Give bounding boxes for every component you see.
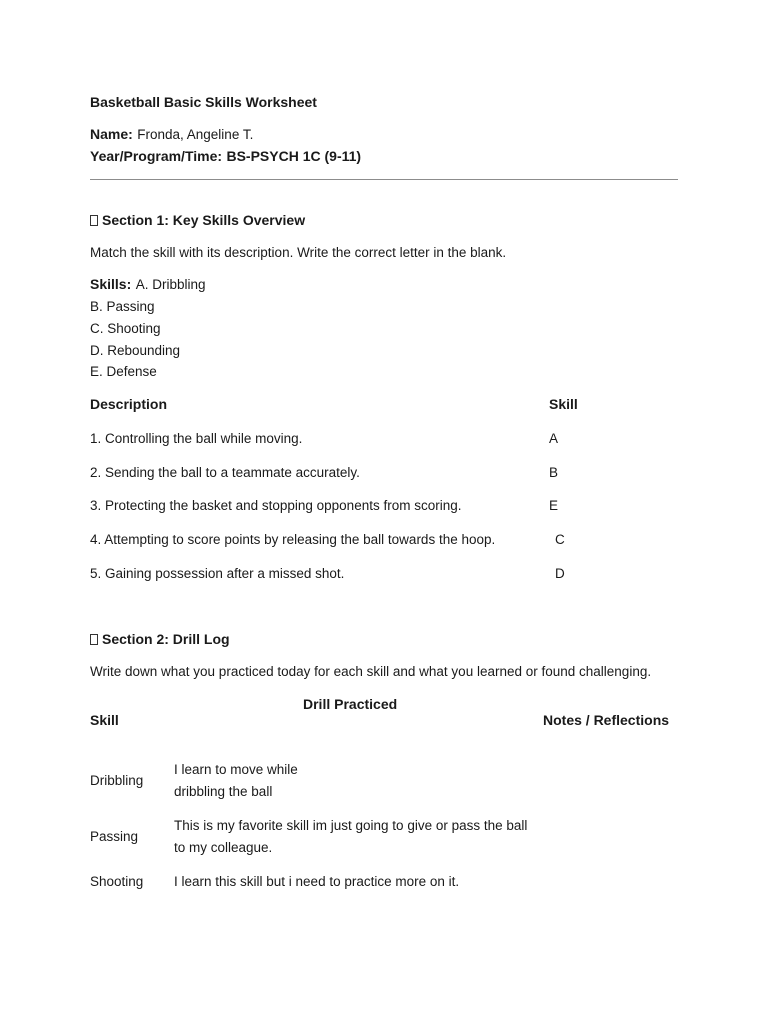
match-answer: D [555,566,565,581]
match-answer: A [549,431,559,446]
drill-text-line: dribbling the ball [174,784,273,799]
section2-instruction: Write down what you practiced today for each skill and what you learned or found challenging. [90,664,652,679]
missing-glyph-icon [90,215,98,226]
drill-text-line: This is my favorite skill im just going to give or pass the ball [174,818,528,833]
name-line [90,126,253,144]
notes-column-header: Notes / Reflections [543,712,670,728]
year-program-time-value: BS-PSYCH 1C (9-11) [226,148,362,164]
drill-text-line: I learn to move while [174,762,298,777]
section2-heading [90,631,230,647]
name-value: Fronda, Angeline T. [137,127,254,142]
skill-column-header: Skill [549,396,578,412]
skill-option: D. Rebounding [90,343,181,358]
drill-column-header: Drill Practiced [303,696,398,712]
drill-text-line: to my colleague. [174,840,273,855]
match-description: 3. Protecting the basket and stopping opponents from scoring. [90,498,462,513]
section1-instruction: Match the skill with its description. Write the correct letter in the blank. [90,245,507,260]
skill-option: C. Shooting [90,321,161,336]
description-column-header: Description [90,396,168,412]
missing-glyph-icon [90,634,98,645]
worksheet-title: Basketball Basic Skills Worksheet [90,94,317,110]
year-program-time-label: Year/Program/Time: [90,148,223,164]
skill-option: B. Passing [90,299,155,314]
drill-text-line: I learn this skill but i need to practice more on it. [174,874,460,889]
skill-column-header: Skill [90,712,119,728]
match-answer: B [549,465,559,480]
drill-skill: Dribbling [90,773,144,788]
match-answer: E [549,498,559,513]
drill-skill: Shooting [90,874,144,889]
section1-title: Section 1: Key Skills Overview [102,212,306,228]
horizontal-divider [90,179,678,180]
match-description: 4. Attempting to score points by releasing the ball towards the hoop. [90,532,496,547]
match-description: 1. Controlling the ball while moving. [90,431,303,446]
match-description: 5. Gaining possession after a missed shot. [90,566,345,581]
name-label: Name: [90,126,133,142]
match-description: 2. Sending the ball to a teammate accurately. [90,465,360,480]
skills-line [90,276,205,294]
match-answer: C [555,532,565,547]
year-program-time-line [90,148,361,166]
drill-skill: Passing [90,829,139,844]
section1-heading [90,212,305,228]
skill-option: E. Defense [90,364,157,379]
skills-label: Skills: [90,276,132,292]
section2-title: Section 2: Drill Log [102,631,230,647]
skill-option: A. Dribbling [135,277,206,292]
